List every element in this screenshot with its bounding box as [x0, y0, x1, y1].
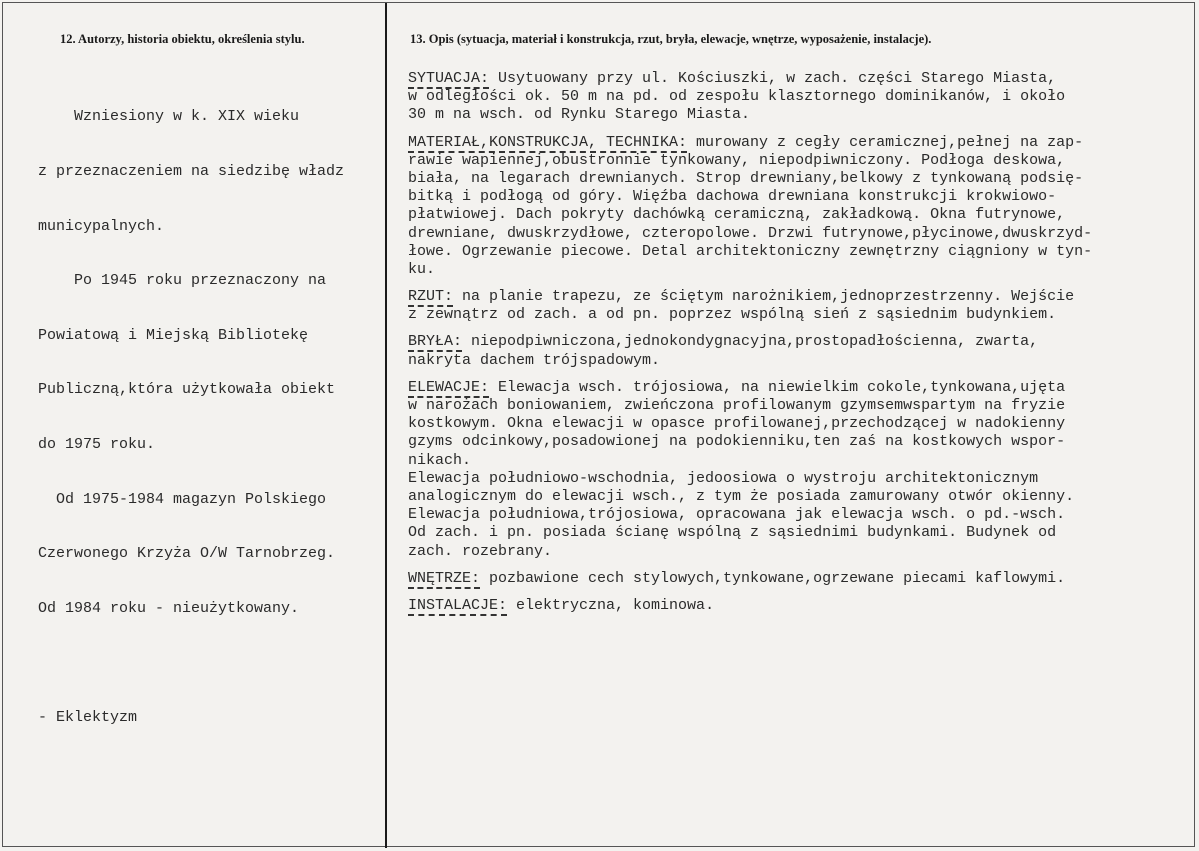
- style-line: - Eklektyzm: [38, 708, 138, 726]
- section-text: Usytuowany przy ul. Kościuszki, w zach. części Starego Miasta,: [489, 70, 1057, 87]
- text-line: Od zach. i pn. posiada ścianę wspólną z sąsiednimi budynkami. Budynek od: [408, 524, 1057, 542]
- header-description: 13. Opis (sytuacja, materiał i konstrukcja, rzut, bryła, elewacje, wnętrze, wyposażenie, instalacje).: [410, 32, 932, 46]
- text-line: Wzniesiony w k. XIX wieku: [38, 108, 300, 126]
- text-line: zach. rozebrany.: [408, 542, 553, 560]
- text-line: do 1975 roku.: [38, 435, 156, 453]
- text-line: 30 m na wsch. od Rynku Starego Miasta.: [408, 106, 751, 124]
- section-gap: [408, 279, 1092, 288]
- section-gap: [408, 370, 1092, 379]
- section-gap: [408, 561, 1092, 570]
- text-line: łowe. Ogrzewanie piecowe. Detal architektoniczny zewnętrzny ciągniony w tyn-: [408, 242, 1093, 260]
- text-line: Po 1945 roku przeznaczony na: [38, 272, 327, 290]
- text-line: z przeznaczeniem na siedzibę władz: [38, 163, 345, 180]
- section-gap: [408, 125, 1092, 134]
- text-line: [38, 654, 344, 672]
- text-line: Od 1984 roku - nieużytkowany.: [38, 599, 300, 617]
- text-line: kostkowym. Okna elewacji w opasce profilowanej,przechodzącej w nadokienny: [408, 415, 1066, 433]
- text-line: gzyms odcinkowy,posadowionej na podokienniku,ten zaś na kostkowych wspor-: [408, 433, 1066, 451]
- section-text: Elewacja wsch. trójosiowa, na niewielkim cokole,tynkowana,ujęta: [489, 378, 1066, 396]
- text-line: Powiatową i Miejską Bibliotekę: [38, 326, 309, 344]
- text-line: analogicznym do elewacji wsch., z tym że posiada zamurowany otwór okienny.: [408, 487, 1075, 505]
- section-label: BRYŁA:: [408, 333, 463, 351]
- section-text: elektryczna, kominowa.: [507, 596, 715, 614]
- section-first-line: [408, 333, 1092, 351]
- text-line: rawie wapiennej,obustronnie tynkowany, niepodpiwniczony. Podłoga deskowa,: [408, 151, 1066, 169]
- header-history: 12. Autorzy, historia obiektu, określenia stylu.: [60, 32, 305, 46]
- text-line: w narożach boniowaniem, zwieńczona profilowanym gzymsemwspartym na fryzie: [408, 397, 1066, 414]
- text-line: w odległości ok. 50 m na pd. od zespołu klasztornego dominikanów, i około: [408, 88, 1066, 106]
- section-label: ELEWACJE:: [408, 378, 490, 396]
- section-gap: [408, 588, 1092, 597]
- description-text: [408, 70, 1092, 615]
- section-text: niepodpiwniczona,jednokondygnacyjna,prostopadłościenna, zwarta,: [462, 333, 1039, 351]
- text-line: nikach.: [408, 451, 472, 469]
- text-line: bitką i podłogą od góry. Więźba dachowa drewniana konstrukcji krokwiowo-: [408, 188, 1057, 206]
- section-label: WNĘTRZE:: [408, 569, 481, 587]
- column-divider: [385, 3, 387, 848]
- section-gap: [408, 324, 1092, 333]
- section-label: MATERIAŁ,KONSTRUKCJA, TECHNIKA:: [408, 133, 688, 151]
- text-line: ku.: [408, 260, 436, 278]
- text-line: drewniane, dwuskrzydłowe, czteropolowe. Drzwi futrynowe,płycinowe,dwuskrzyd-: [408, 224, 1093, 242]
- section-text: pozbawione cech stylowych,tynkowane,ogrzewane piecami kaflowymi.: [480, 569, 1066, 587]
- section-text: murowany z cegły ceramicznej,pełnej na zap-: [687, 133, 1084, 151]
- section-label: SYTUACJA:: [408, 70, 490, 87]
- section-first-line: [408, 597, 1092, 615]
- text-line: płatwiowej. Dach pokryty dachówką ceramiczną, zakładkową. Okna futrynowe,: [408, 206, 1066, 224]
- section-first-line: [408, 134, 1092, 152]
- history-text: [38, 72, 344, 745]
- text-line: municypalnych.: [38, 217, 165, 235]
- text-line: Elewacja południowa,trójosiowa, opracowana jak elewacja wsch. o pd.-wsch.: [408, 506, 1066, 524]
- section-text: na planie trapezu, ze ściętym narożnikiem,jednoprzestrzenny. Wejście: [453, 288, 1075, 306]
- section-label: INSTALACJE:: [408, 596, 508, 614]
- text-line: Czerwonego Krzyża O/W Tarnobrzeg.: [38, 545, 336, 563]
- text-line: Od 1975-1984 magazyn Polskiego: [38, 490, 327, 508]
- text-line: Publiczną,która użytkowała obiekt: [38, 381, 336, 399]
- section-first-line: [408, 570, 1092, 588]
- text-line: z zewnątrz od zach. a od pn. poprzez wspólną sień z sąsiednim budynkiem.: [408, 306, 1057, 324]
- section-first-line: [408, 379, 1092, 397]
- text-line: biała, na legarach drewnianych. Strop drewniany,belkowy z tynkowaną podsię-: [408, 169, 1084, 187]
- section-first-line: [408, 70, 1092, 88]
- section-first-line: [408, 288, 1092, 306]
- section-label: RZUT:: [408, 288, 454, 306]
- text-line: nakryta dachem trójspadowym.: [408, 351, 661, 369]
- text-line: Elewacja południowo-wschodnia, jedoosiowa o wystroju architektonicznym: [408, 469, 1039, 487]
